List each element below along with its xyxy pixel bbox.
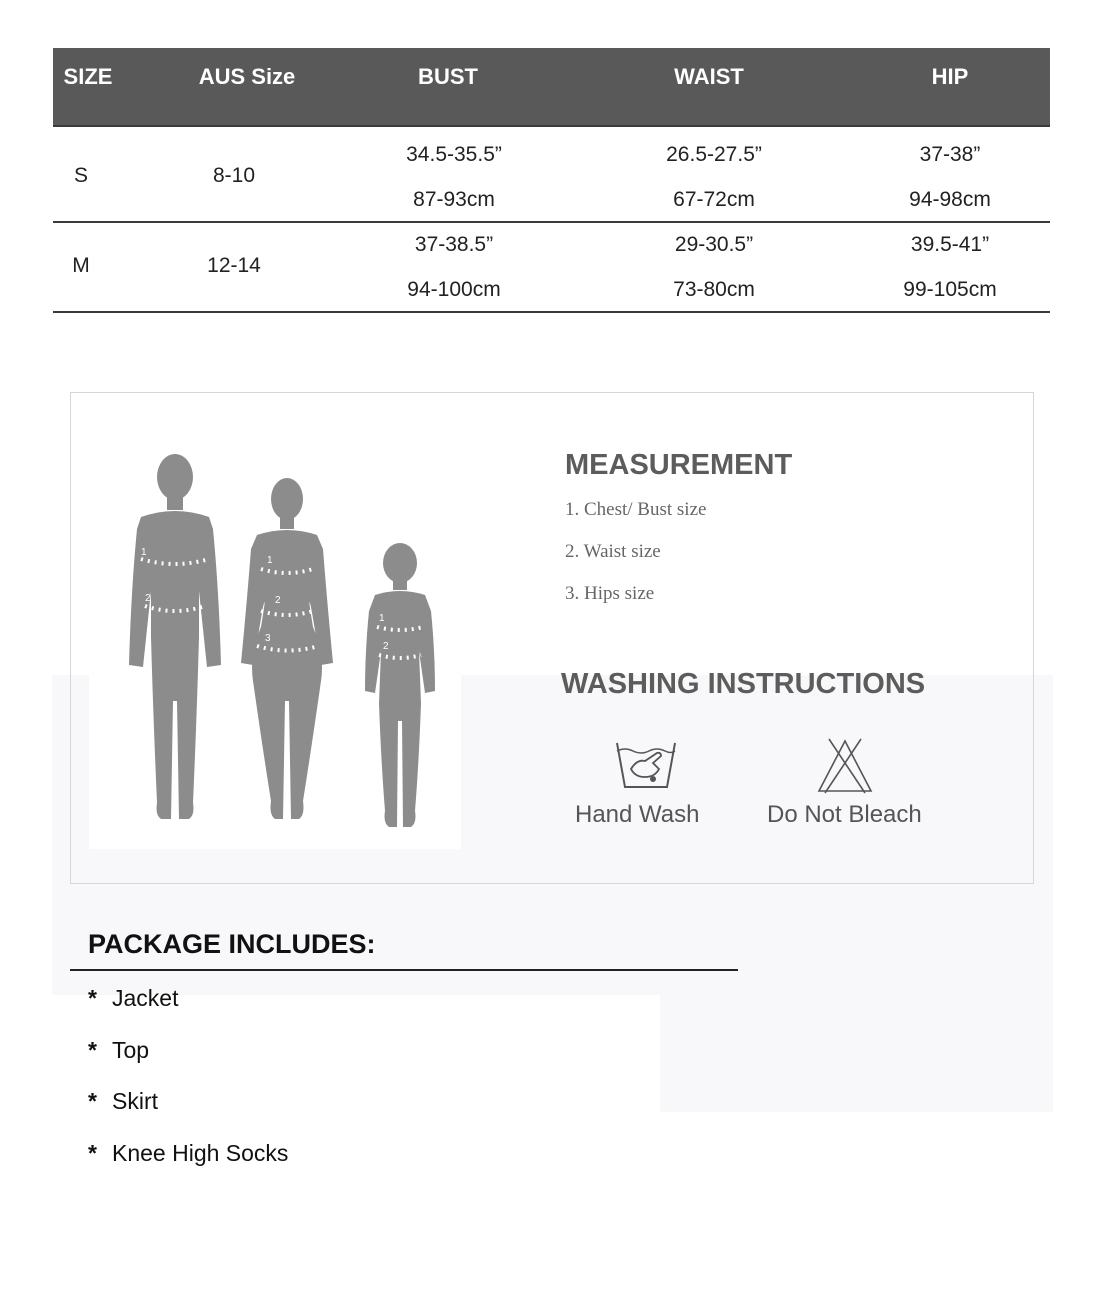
- marker-1: 1: [141, 547, 147, 558]
- bullet-star: *: [88, 1088, 97, 1114]
- marker-3: 3: [265, 633, 271, 644]
- bullet-star: *: [88, 985, 97, 1011]
- package-item-label: Jacket: [112, 985, 179, 1011]
- size-cell: M: [72, 254, 90, 277]
- bust-inch-cell: 34.5-35.5”: [406, 143, 502, 166]
- hip-inch-cell: 37-38”: [919, 143, 981, 166]
- list-item: [88, 1140, 288, 1167]
- marker-1: 1: [267, 555, 273, 566]
- hip-cm-cell: 99-105cm: [903, 278, 997, 301]
- table-header: [53, 48, 1050, 127]
- measurement-item-waist: 2. Waist size: [565, 541, 661, 562]
- package-divider: [70, 969, 738, 971]
- size-cell: S: [73, 164, 89, 187]
- body-silhouettes-illustration: [89, 441, 461, 849]
- body-measurement-figures: [89, 441, 461, 849]
- measurement-title: MEASUREMENT: [565, 449, 793, 481]
- waist-cm-cell: 67-72cm: [673, 188, 755, 211]
- bust-inch-cell: 37-38.5”: [414, 233, 494, 256]
- header-hip: HIP: [931, 64, 969, 89]
- bust-cm-cell: 94-100cm: [407, 278, 501, 301]
- man-silhouette: [129, 454, 221, 819]
- measurement-item-hips: 3. Hips size: [565, 583, 655, 604]
- header-waist: WAIST: [674, 64, 744, 89]
- waist-inch-cell: 26.5-27.5”: [666, 143, 762, 166]
- do-not-bleach-label: Do Not Bleach: [767, 801, 922, 828]
- package-includes-title: PACKAGE INCLUDES:: [88, 929, 376, 959]
- table-row: [53, 127, 1050, 223]
- do-not-bleach-icon: [815, 737, 875, 795]
- hand-wash-label: Hand Wash: [575, 801, 700, 828]
- measurement-card: [70, 392, 1034, 884]
- size-chart-table: [53, 48, 1050, 313]
- woman-silhouette: [241, 478, 333, 819]
- bullet-star: *: [88, 1140, 97, 1166]
- package-item-label: Top: [112, 1037, 150, 1063]
- marker-2: 2: [383, 641, 389, 652]
- package-item-label: Skirt: [112, 1088, 158, 1114]
- package-item-label: Knee High Socks: [112, 1140, 289, 1166]
- measurement-item-chest: 1. Chest/ Bust size: [565, 499, 707, 520]
- bust-cm-cell: 87-93cm: [413, 188, 495, 211]
- hip-inch-cell: 39.5-41”: [910, 233, 990, 256]
- waist-inch-cell: 29-30.5”: [674, 233, 754, 256]
- hip-cm-cell: 94-98cm: [909, 188, 991, 211]
- marker-2: 2: [275, 595, 281, 606]
- aus-size-cell: 12-14: [207, 254, 261, 277]
- table-row: [53, 223, 1050, 313]
- background-panel: [660, 995, 1053, 1112]
- header-aus-size: AUS Size: [198, 64, 296, 89]
- list-item: [88, 1088, 158, 1115]
- list-item: [88, 1037, 149, 1064]
- child-silhouette: [365, 543, 435, 827]
- bullet-star: *: [88, 1037, 97, 1063]
- hand-wash-icon: [613, 739, 679, 795]
- washing-instructions-title: WASHING INSTRUCTIONS: [561, 668, 926, 700]
- waist-cm-cell: 73-80cm: [673, 278, 755, 301]
- aus-size-cell: 8-10: [212, 164, 256, 187]
- header-size: SIZE: [63, 64, 113, 89]
- header-bust: BUST: [418, 64, 478, 89]
- list-item: [88, 985, 178, 1012]
- marker-2: 2: [145, 593, 151, 604]
- marker-1: 1: [379, 613, 385, 624]
